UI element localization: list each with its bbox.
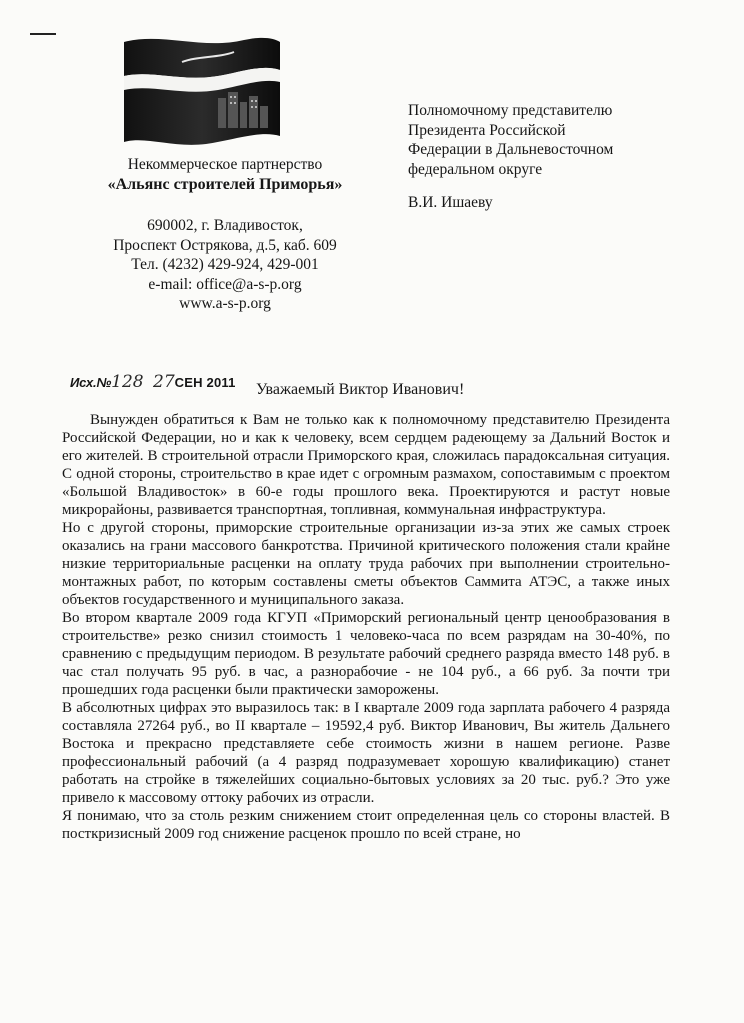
recipient-line-4: федеральном округе (408, 160, 543, 178)
paragraph-1: Вынужден обратиться к Вам не только как к полномочному представителю Президента Российской Федерации, но и как к человеку, всем сердцем радеющему за Дальний Восток и его жителей. В строительной отрасли Приморского края, сложилась парадоксальная ситуация. С одной стороны, строительство в крае идет с огромным размахом, сопоставимым с проектом «Большой Владивосток» в 60-е годы прошлого века. Проектируются и растут новые микрорайоны, развивается транспортная, топливная, коммунальная инфраструктура. (62, 412, 670, 518)
organization-contacts (50, 216, 400, 314)
corner-mark (30, 33, 56, 35)
outgoing-day-handwritten: 27 (153, 372, 175, 392)
recipient-line-1: Полномочному представителю (408, 102, 613, 119)
address-line-1: 690002, г. Владивосток, (147, 217, 303, 234)
organization-name: «Альянс строителей Приморья» (107, 176, 343, 193)
phone: Тел. (4232) 429-924, 429-001 (131, 256, 319, 273)
organization-logo (122, 36, 282, 148)
outgoing-prefix: Исх.№ (70, 375, 112, 390)
greeting: Уважаемый Виктор Иванович! (256, 381, 465, 398)
paragraph-2: Но с другой стороны, приморские строительные организации из-за этих же самых строек оказались на грани массового банкротства. Причиной критического положения стали крайне низкие территориальные расценки на оплату труда рабочих при выполнении строительно-монтажных работ, по которым составлены сметы объектов Саммита АТЭС, а также иных объектов государственного и муниципального заказа. (62, 520, 670, 608)
letter-body (62, 411, 670, 843)
paragraph-4: В абсолютных цифрах это выразилось так: в I квартале 2009 года зарплата рабочего 4 разряда составляла 27264 руб., во II квартале – 19592,4 руб. Виктор Иванович, Вы житель Дальнего Востока и прекрасно представляете себе стоимость жизни в нашем регионе. Разве профессиональный рабочий (а 4 разряд подразумевает хорошую квалификацию) станет работать на стройке в тяжелейших социально-бытовых условиях за 20 тыс. руб.? Это уже привело к массовому оттоку рабочих из отрасли. (62, 700, 670, 806)
website: www.a-s-p.org (179, 295, 271, 312)
address-line-2: Проспект Острякова, д.5, каб. 609 (113, 236, 337, 254)
paragraph-3: Во втором квартале 2009 года КГУП «Приморский региональный центр ценообразования в строительстве» резко снизил стоимость 1 человеко-часа по всем разрядам на 30-40%, по сравнению с предыдущим периодом. В результате рабочий среднего разряда вместо 148 руб. в час стал получать 95 руб. в час, а разнорабочие - не 104 руб., а 66 руб. За почти три прошедших года расценки были практически заморожены. (62, 610, 670, 698)
recipient-line-3: Федерации в Дальневосточном (408, 141, 614, 158)
recipient-line-2: Президента Российской (408, 121, 566, 139)
organization-name-block (50, 155, 400, 195)
email: e-mail: office@a-s-p.org (148, 275, 302, 293)
outgoing-number (70, 372, 236, 392)
recipient-block (408, 101, 728, 179)
organization-type: Некоммерческое партнерство (127, 156, 323, 173)
recipient-name: В.И. Ишаеву (408, 194, 493, 211)
paragraph-5: Я понимаю, что за столь резким снижением стоит определенная цель со стороны властей. В посткризисный 2009 год снижение расценок прошло по всей стране, но (62, 808, 670, 842)
outgoing-number-handwritten: 128 (111, 372, 144, 392)
date-stamp: СЕН 2011 (174, 375, 236, 390)
